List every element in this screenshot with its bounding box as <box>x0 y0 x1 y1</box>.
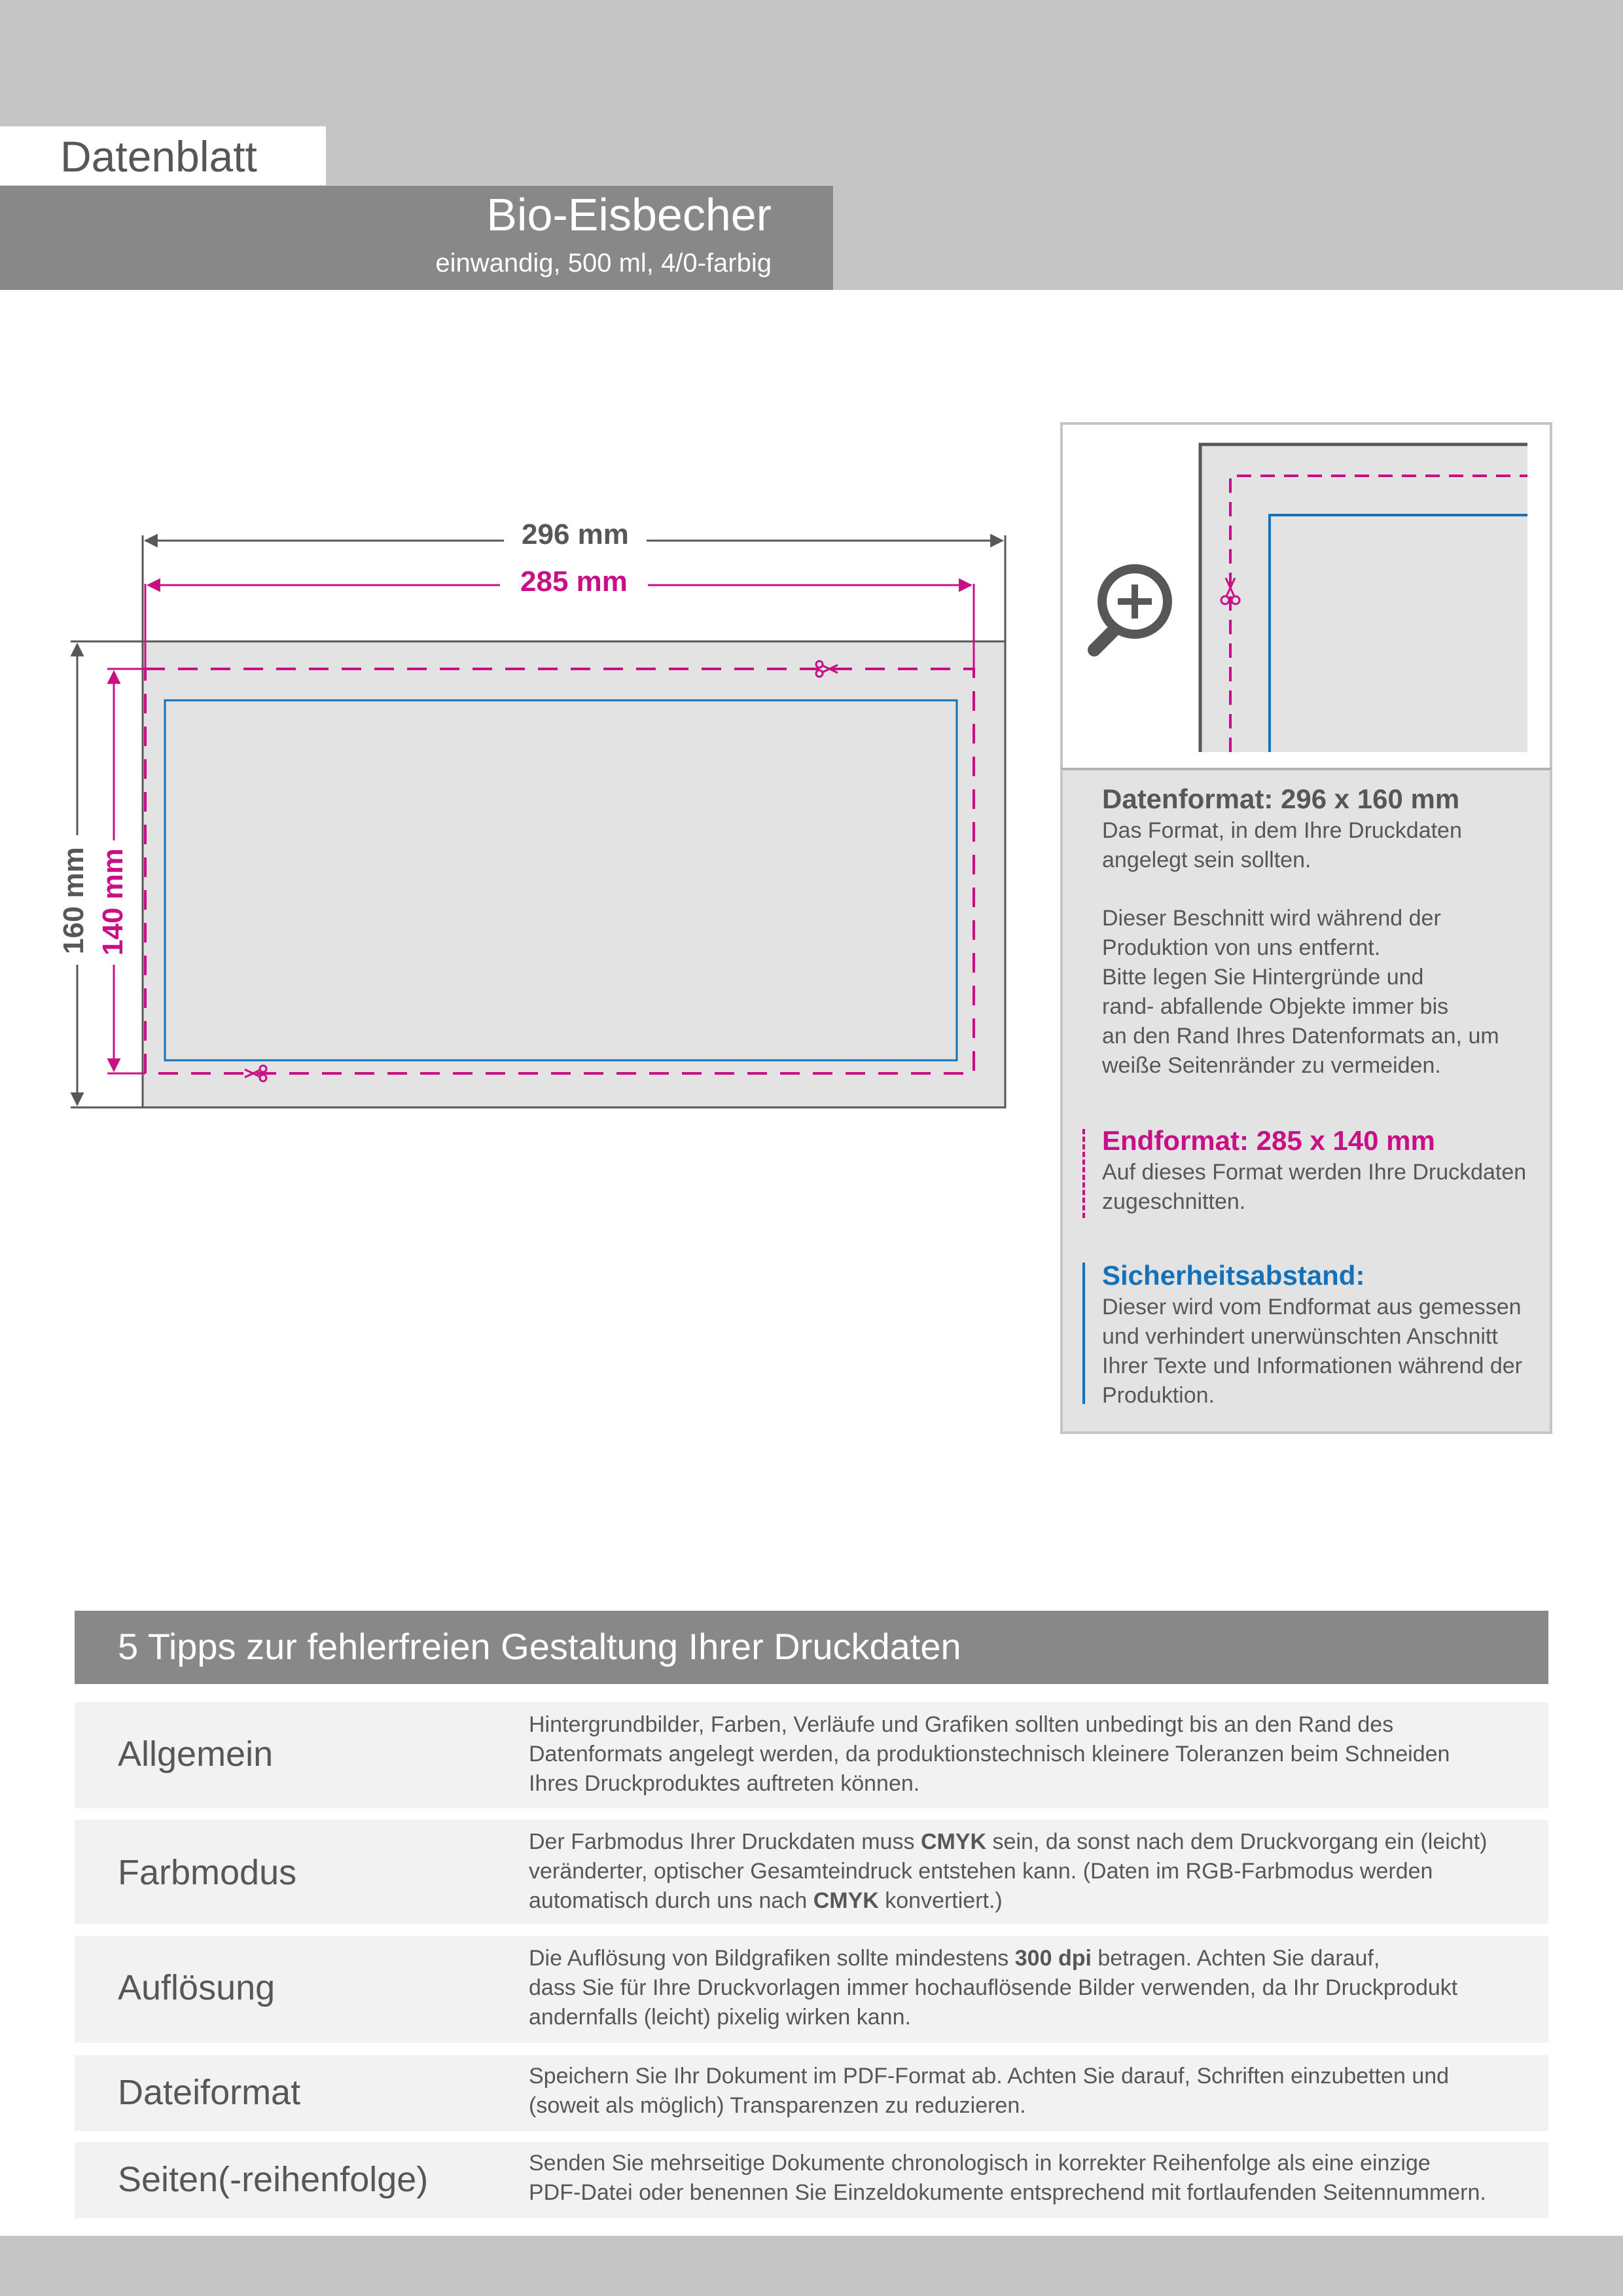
tip-line <box>529 1827 1535 1857</box>
tip-line: Senden Sie mehrseitige Dokumente chronologisch in korrekter Reihenfolge als eine einzige <box>529 2151 1431 2176</box>
tip-label: Farbmodus <box>118 1853 297 1892</box>
data-format-line: an den Rand Ihres Datenformats an, um <box>1102 1024 1499 1049</box>
data-format-line: weiße Seitenränder zu vermeiden. <box>1102 1053 1441 1078</box>
tip-line: Datenformats angelegt werden, da produktionstechnisch kleinere Toleranzen beim Schneiden <box>529 1742 1450 1767</box>
height-data-label: 160 mm <box>58 847 90 954</box>
tip-line: PDF-Datei oder benennen Sie Einzeldokumente entsprechend mit fortlaufenden Seitennummern. <box>529 2180 1486 2205</box>
data-format-info <box>1102 782 1543 1081</box>
height-final-label: 140 mm <box>97 848 129 956</box>
end-format-line: Auf dieses Format werden Ihre Druckdaten <box>1102 1160 1527 1185</box>
tips-header <box>75 1611 1548 1684</box>
tip-text-part: sein, da sonst nach dem Druckvorgang ein (leicht) <box>986 1829 1488 1854</box>
tip-label: Allgemein <box>118 1734 274 1774</box>
tip-text <box>529 1827 1535 1916</box>
tip-row-dateiformat <box>75 2055 1548 2131</box>
width-final-label: 285 mm <box>520 565 628 598</box>
tip-line <box>529 1944 1535 1973</box>
zoom-data-area <box>1200 444 1527 752</box>
safety-info <box>1102 1259 1543 1410</box>
tip-row-seiten <box>75 2142 1548 2218</box>
tip-line: Speichern Sie Ihr Dokument im PDF-Format ab. Achten Sie darauf, Schriften einzubetten und <box>529 2064 1450 2089</box>
safety-line: und verhindert unerwünschten Anschnitt <box>1102 1324 1498 1349</box>
zoom-in-icon <box>1094 569 1168 650</box>
tip-text-part: Der Farbmodus Ihrer Druckdaten muss <box>529 1829 921 1854</box>
data-format-heading: Datenformat: 296 x 160 mm <box>1102 783 1460 814</box>
safety-line: Produktion. <box>1102 1383 1215 1408</box>
end-format-heading: Endformat: 285 x 140 mm <box>1102 1125 1435 1156</box>
product-subtitle: einwandig, 500 ml, 4/0-farbig <box>435 249 772 278</box>
safety-line: Ihrer Texte und Informationen während der <box>1102 1354 1522 1378</box>
data-format-rect <box>143 641 1005 1107</box>
data-format-line: Bitte legen Sie Hintergründe und <box>1102 965 1424 990</box>
tip-label: Dateiformat <box>118 2073 301 2112</box>
tip-text <box>529 2062 1535 2121</box>
document-label-text: Datenblatt <box>60 132 257 181</box>
tip-line: andernfalls (leicht) pixelig wirken kann. <box>529 2005 911 2030</box>
zoom-detail-box <box>1060 422 1552 776</box>
safety-heading: Sicherheitsabstand: <box>1102 1260 1365 1291</box>
tip-line: dass Sie für Ihre Druckvorlagen immer hochauflösende Bilder verwenden, da Ihr Druckprodukt <box>529 1975 1458 2000</box>
tip-text-part: automatisch durch uns nach <box>529 1888 813 1913</box>
info-panel <box>1060 768 1552 1434</box>
bottom-band <box>0 2236 1623 2296</box>
safety-line: Dieser wird vom Endformat aus gemessen <box>1102 1295 1522 1319</box>
data-format-line: angelegt sein sollten. <box>1102 848 1311 872</box>
tip-text-part: betragen. Achten Sie darauf, <box>1091 1946 1380 1971</box>
tip-row-aufloesung <box>75 1936 1548 2043</box>
end-format-info <box>1102 1124 1543 1217</box>
end-format-line: zugeschnitten. <box>1102 1189 1246 1214</box>
tip-line: (soweit als möglich) Transparenzen zu reduzieren. <box>529 2093 1026 2118</box>
tip-text-bold: CMYK <box>920 1829 987 1854</box>
tip-label: Auflösung <box>118 1968 276 2007</box>
tip-text <box>529 1944 1535 2032</box>
tip-text <box>529 2149 1535 2208</box>
tip-line: Hintergrundbilder, Farben, Verläufe und Grafiken sollten unbedingt bis an den Rand des <box>529 1712 1394 1737</box>
tip-label: Seiten(-reihenfolge) <box>118 2160 429 2199</box>
tip-line: Ihres Druckproduktes auftreten können. <box>529 1771 920 1796</box>
tip-row-allgemein <box>75 1702 1548 1808</box>
width-data-label: 296 mm <box>522 518 629 550</box>
tips-heading: 5 Tipps zur fehlerfreien Gestaltung Ihrer Druckdaten <box>118 1626 961 1667</box>
tip-text-bold: 300 dpi <box>1014 1946 1092 1971</box>
tip-text <box>529 1710 1535 1799</box>
safety-marker <box>1082 1263 1085 1404</box>
tip-text-bold: CMYK <box>813 1888 879 1913</box>
data-format-line: Das Format, in dem Ihre Druckdaten <box>1102 818 1462 843</box>
tip-line <box>529 1886 1535 1916</box>
tip-text-part: Die Auflösung von Bildgrafiken sollte mindestens <box>529 1946 1015 1971</box>
data-format-line: Produktion von uns entfernt. <box>1102 935 1381 960</box>
zoom-detail-graphic <box>1063 425 1550 773</box>
tip-text-part: konvertiert.) <box>878 1888 1003 1913</box>
tip-row-farbmodus <box>75 1820 1548 1924</box>
data-format-line: Dieser Beschnitt wird während der <box>1102 906 1441 931</box>
product-title: Bio-Eisbecher <box>486 189 772 240</box>
end-format-marker <box>1082 1129 1085 1218</box>
data-format-line: rand- abfallende Objekte immer bis <box>1102 994 1449 1019</box>
tip-line: veränderter, optischer Gesamteindruck entstehen kann. (Daten im RGB-Farbmodus werden <box>529 1859 1433 1884</box>
